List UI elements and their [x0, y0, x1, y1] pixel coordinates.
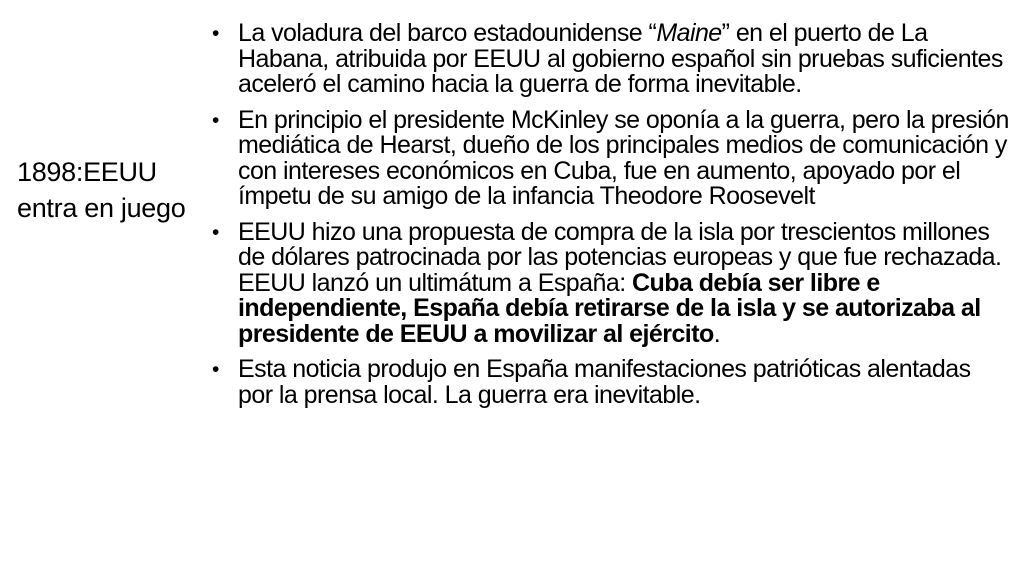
bullet-text: En principio el presidente McKinley se oponía a la guerra, pero la presión mediática de Hearst, dueño de los principales medios de comunicación y con intereses económicos en Cuba, fue en aumento, apoyado por el ímpetu de su amigo de la infancia Theodore Roosevelt — [238, 105, 1009, 210]
bullet-dot-icon: • — [212, 22, 219, 45]
bullet-item-maine — [210, 21, 1010, 98]
bullet-item-mckinley — [210, 105, 1010, 210]
bullet-text: EEUU hizo una propuesta de compra de la isla por trescientos millones de dólares patrocinada por las potencias europeas y que fue rechazada. EEUU lanzó un ultimátum a España: — [238, 217, 1002, 297]
bullet-text: ” en el puerto de La Habana, atribuida por EEUU al gobierno español sin pruebas suficientes aceleró el camino hacia la guerra de forma inevitable. — [238, 19, 1003, 98]
bullet-text: . — [713, 319, 721, 348]
bullet-text: Esta noticia produjo en España manifestaciones patrióticas alentadas por la prensa local. La guerra era inevitable. — [238, 355, 971, 409]
slide-title: 1898:EEUU entra en juego — [17, 157, 186, 223]
bullet-item-noticia — [210, 357, 1010, 408]
bullet-text-bold: Cuba debía ser libre e independiente, España debía retirarse de la isla y se autorizaba al presidente de EEUU a movilizar al ejército — [238, 268, 981, 348]
bullet-text: La voladura del barco estadounidense “ — [238, 19, 657, 47]
bullet-dot-icon: • — [212, 220, 219, 244]
bullet-list — [210, 21, 1010, 408]
bullet-dot-icon: • — [212, 108, 219, 132]
bullet-item-ultimatum — [210, 217, 1010, 348]
bullet-text-italic: Maine — [656, 19, 722, 47]
bullet-dot-icon: • — [212, 358, 219, 381]
